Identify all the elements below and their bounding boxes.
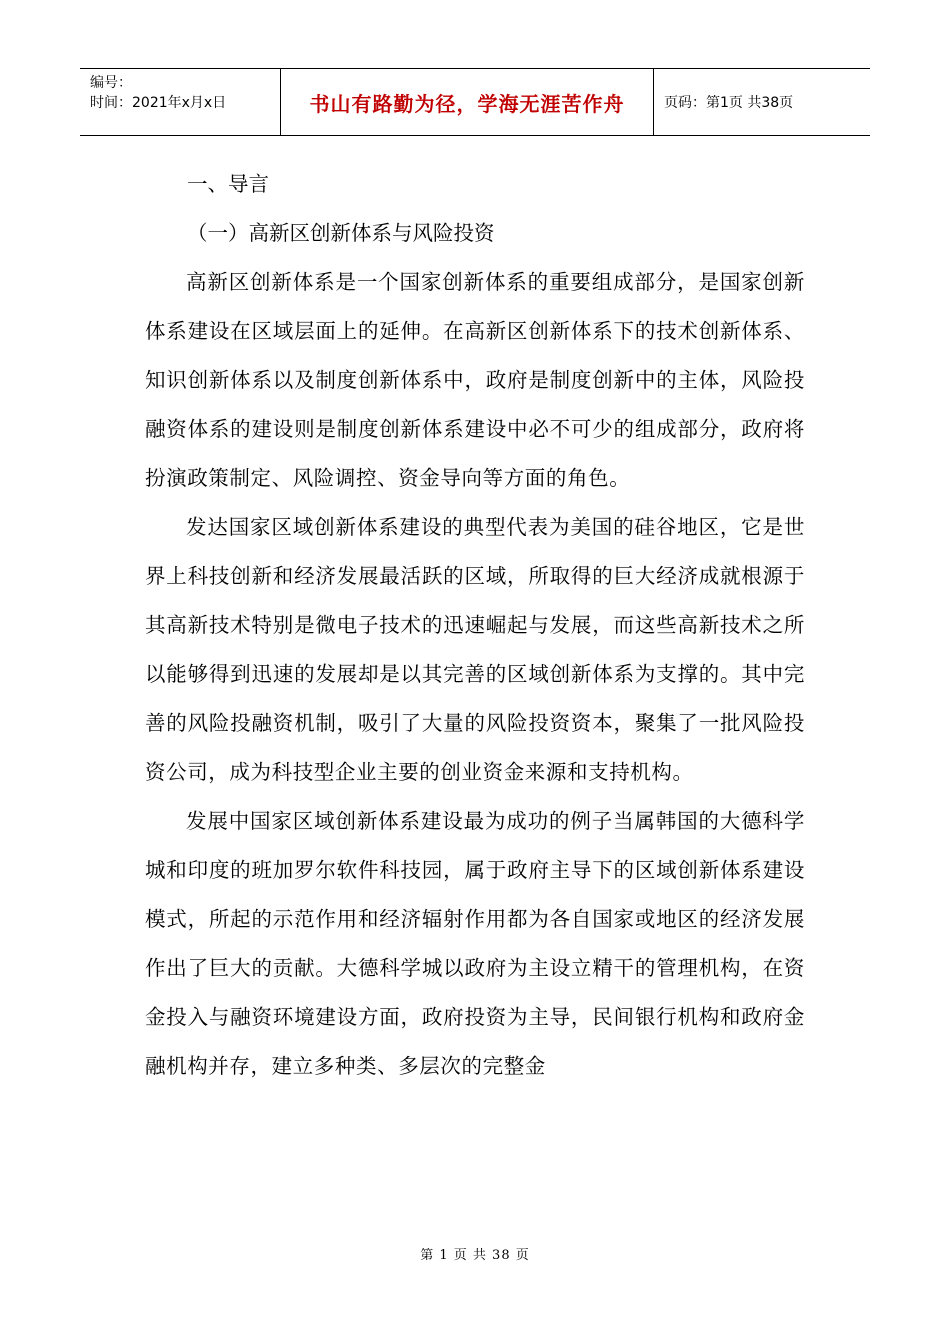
page-footer: 第 1 页 共 38 页 [420, 1248, 530, 1263]
body-paragraph: 高新区创新体系是一个国家创新体系的重要组成部分，是国家创新体系建设在区域层面上的延伸。在高新区创新体系下的技术创新体系、知识创新体系以及制度创新体系中，政府是制度创新中的主体，风险投融资体系的建设则是制度创新体系建设中必不可少的组成部分，政府将扮演政策制定、风险调控、资金导向等方面的角色。 [145, 270, 805, 490]
document-number-label: 编号： [90, 75, 132, 91]
header-meta [80, 69, 281, 135]
document-time-label: 时间：2021年x月x日 [90, 95, 227, 111]
body-paragraph: 发达国家区域创新体系建设的典型代表为美国的硅谷地区，它是世界上科技创新和经济发展最活跃的区域，所取得的巨大经济成就根源于其高新技术特别是微电子技术的迅速崛起与发展，而这些高新技术之所以能够得到迅速的发展却是以其完善的区域创新体系为支撑的。其中完善的风险投融资机制，吸引了大量的风险投资资本，聚集了一批风险投资公司，成为科技型企业主要的创业资金来源和支持机构。 [145, 515, 805, 784]
body-paragraph: 发展中国家区域创新体系建设最为成功的例子当属韩国的大德科学城和印度的班加罗尔软件科技园，属于政府主导下的区域创新体系建设模式，所起的示范作用和经济辐射作用都为各自国家或地区的经济发展作出了巨大的贡献。大德科学城以政府为主设立精干的管理机构，在资金投入与融资环境建设方面，政府投资为主导，民间银行机构和政府金融机构并存，建立多种类、多层次的完整金 [145, 809, 805, 1078]
section-heading: 一、导言 [187, 172, 269, 196]
page-header [80, 68, 870, 136]
header-motto: 书山有路勤为径，学海无涯苦作舟 [281, 69, 654, 135]
subsection-heading: （一）高新区创新体系与风险投资 [187, 221, 495, 245]
header-page-info: 页码：第1页 共38页 [664, 95, 794, 111]
document-body [145, 160, 805, 1091]
